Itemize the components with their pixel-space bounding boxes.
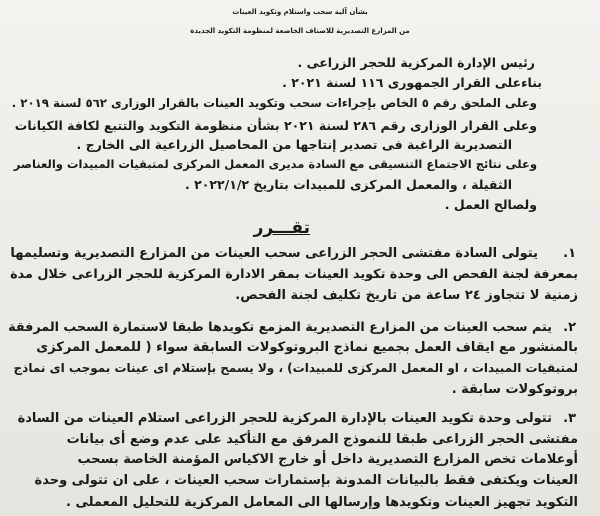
article-3-number: ٣. bbox=[563, 411, 576, 426]
article-3-line-4: العينات ويكتفى فقط بالبيانات المدونة بإستمارات سحب العينات ، على ان تتولى وحدة bbox=[34, 473, 578, 488]
preamble-line-8: ولصالح العمل . bbox=[444, 197, 537, 212]
article-1-number: ١. bbox=[563, 246, 576, 261]
article-2-number: ٢. bbox=[563, 320, 576, 335]
article-3-line-3: أوعلامات تخص المزارع التصديرية داخل أو خارج الاكياس المؤمنة الخاصة بسحب bbox=[77, 452, 578, 467]
article-2-line-1: يتم سحب العينات من المزارع التصديرية المزمع تكويدها طبقا لاستمارة السحب المرفقة bbox=[8, 320, 552, 335]
article-3-line-2: مفتشى الحجر الزراعى طبقا للنموذج المرفق مع التأكيد على عدم وضع أى بيانات bbox=[66, 432, 578, 447]
preamble-line-4: وعلى القرار الوزارى رقم ٢٨٦ لسنة ٢٠٢١ بشأن منظومة التكويد والتتبع لكافة الكيانات bbox=[14, 118, 537, 133]
article-1-line-2: بمعرفة لجنة الفحص الى وحدة تكويد العينات بمقر الادارة المركزية للحجر الزراعى خلال مدة bbox=[10, 267, 578, 282]
article-2-line-4: بروتوكولات سابقة . bbox=[451, 382, 578, 397]
article-2-line-3: لمتبقيات المبيدات ، او المعمل المركزى للمبيدات) ، ولا يسمح بإستلام اى عينات بموجب اى نماذج bbox=[13, 361, 578, 375]
preamble-line-6: وعلى نتائج الاجتماع التنسيقى مع السادة مديرى المعمل المركزى لمتبقيات المبيدات والعناصر bbox=[13, 157, 537, 171]
decree-subject-line: بشأن آلية سحب واستلام وتكويد العينات bbox=[232, 8, 368, 16]
article-3-line-5: التكويد تجهيز العينات وتكويدها وإرسالها الى المعامل المركزية للتحليل المعملى . bbox=[65, 495, 578, 510]
preamble-line-1: رئيس الإدارة المركزية للحجر الزراعى . bbox=[297, 55, 535, 70]
decision-heading: تقـــرر bbox=[253, 218, 310, 238]
preamble-line-5: التصديرية الراغبة فى تصدير إنتاجها من المحاصيل الزراعية الى الخارج . bbox=[76, 137, 512, 152]
preamble-line-2: بناءعلى القرار الجمهورى ١١٦ لسنة ٢٠٢١ . bbox=[282, 75, 542, 90]
preamble-line-3: وعلى الملحق رقم ٥ الخاص بإجراءات سحب وتكويد العينات بالقرار الوزارى ٥٦٢ لسنة ٢٠١٩ . bbox=[11, 96, 537, 110]
article-1-line-1: يتولى السادة مفتشى الحجر الزراعى سحب العينات من المزارع التصديرية وتسليمها bbox=[10, 246, 538, 261]
article-3-line-1: تتولى وحدة تكويد العينات بالإدارة المركزية للحجر الزراعى استلام العينات من السادة bbox=[17, 411, 552, 426]
decree-subject-continuation: من المزارع التصديرية للاصناف الخاضعة لمنظومة التكويد الجديدة bbox=[190, 27, 410, 35]
preamble-line-7: الثقيلة ، والمعمل المركزى للمبيدات بتاريخ ٢٠٢٢/١/٢ . bbox=[185, 177, 512, 192]
article-1-line-3: زمنية لا تتجاوز ٢٤ ساعة من تاريخ تكليف لجنة الفحص. bbox=[235, 288, 578, 303]
article-2-line-2: بالمنشور مع ايقاف العمل بجميع نماذج البروتوكولات السابقة سواء ( للمعمل المركزى bbox=[36, 340, 578, 355]
